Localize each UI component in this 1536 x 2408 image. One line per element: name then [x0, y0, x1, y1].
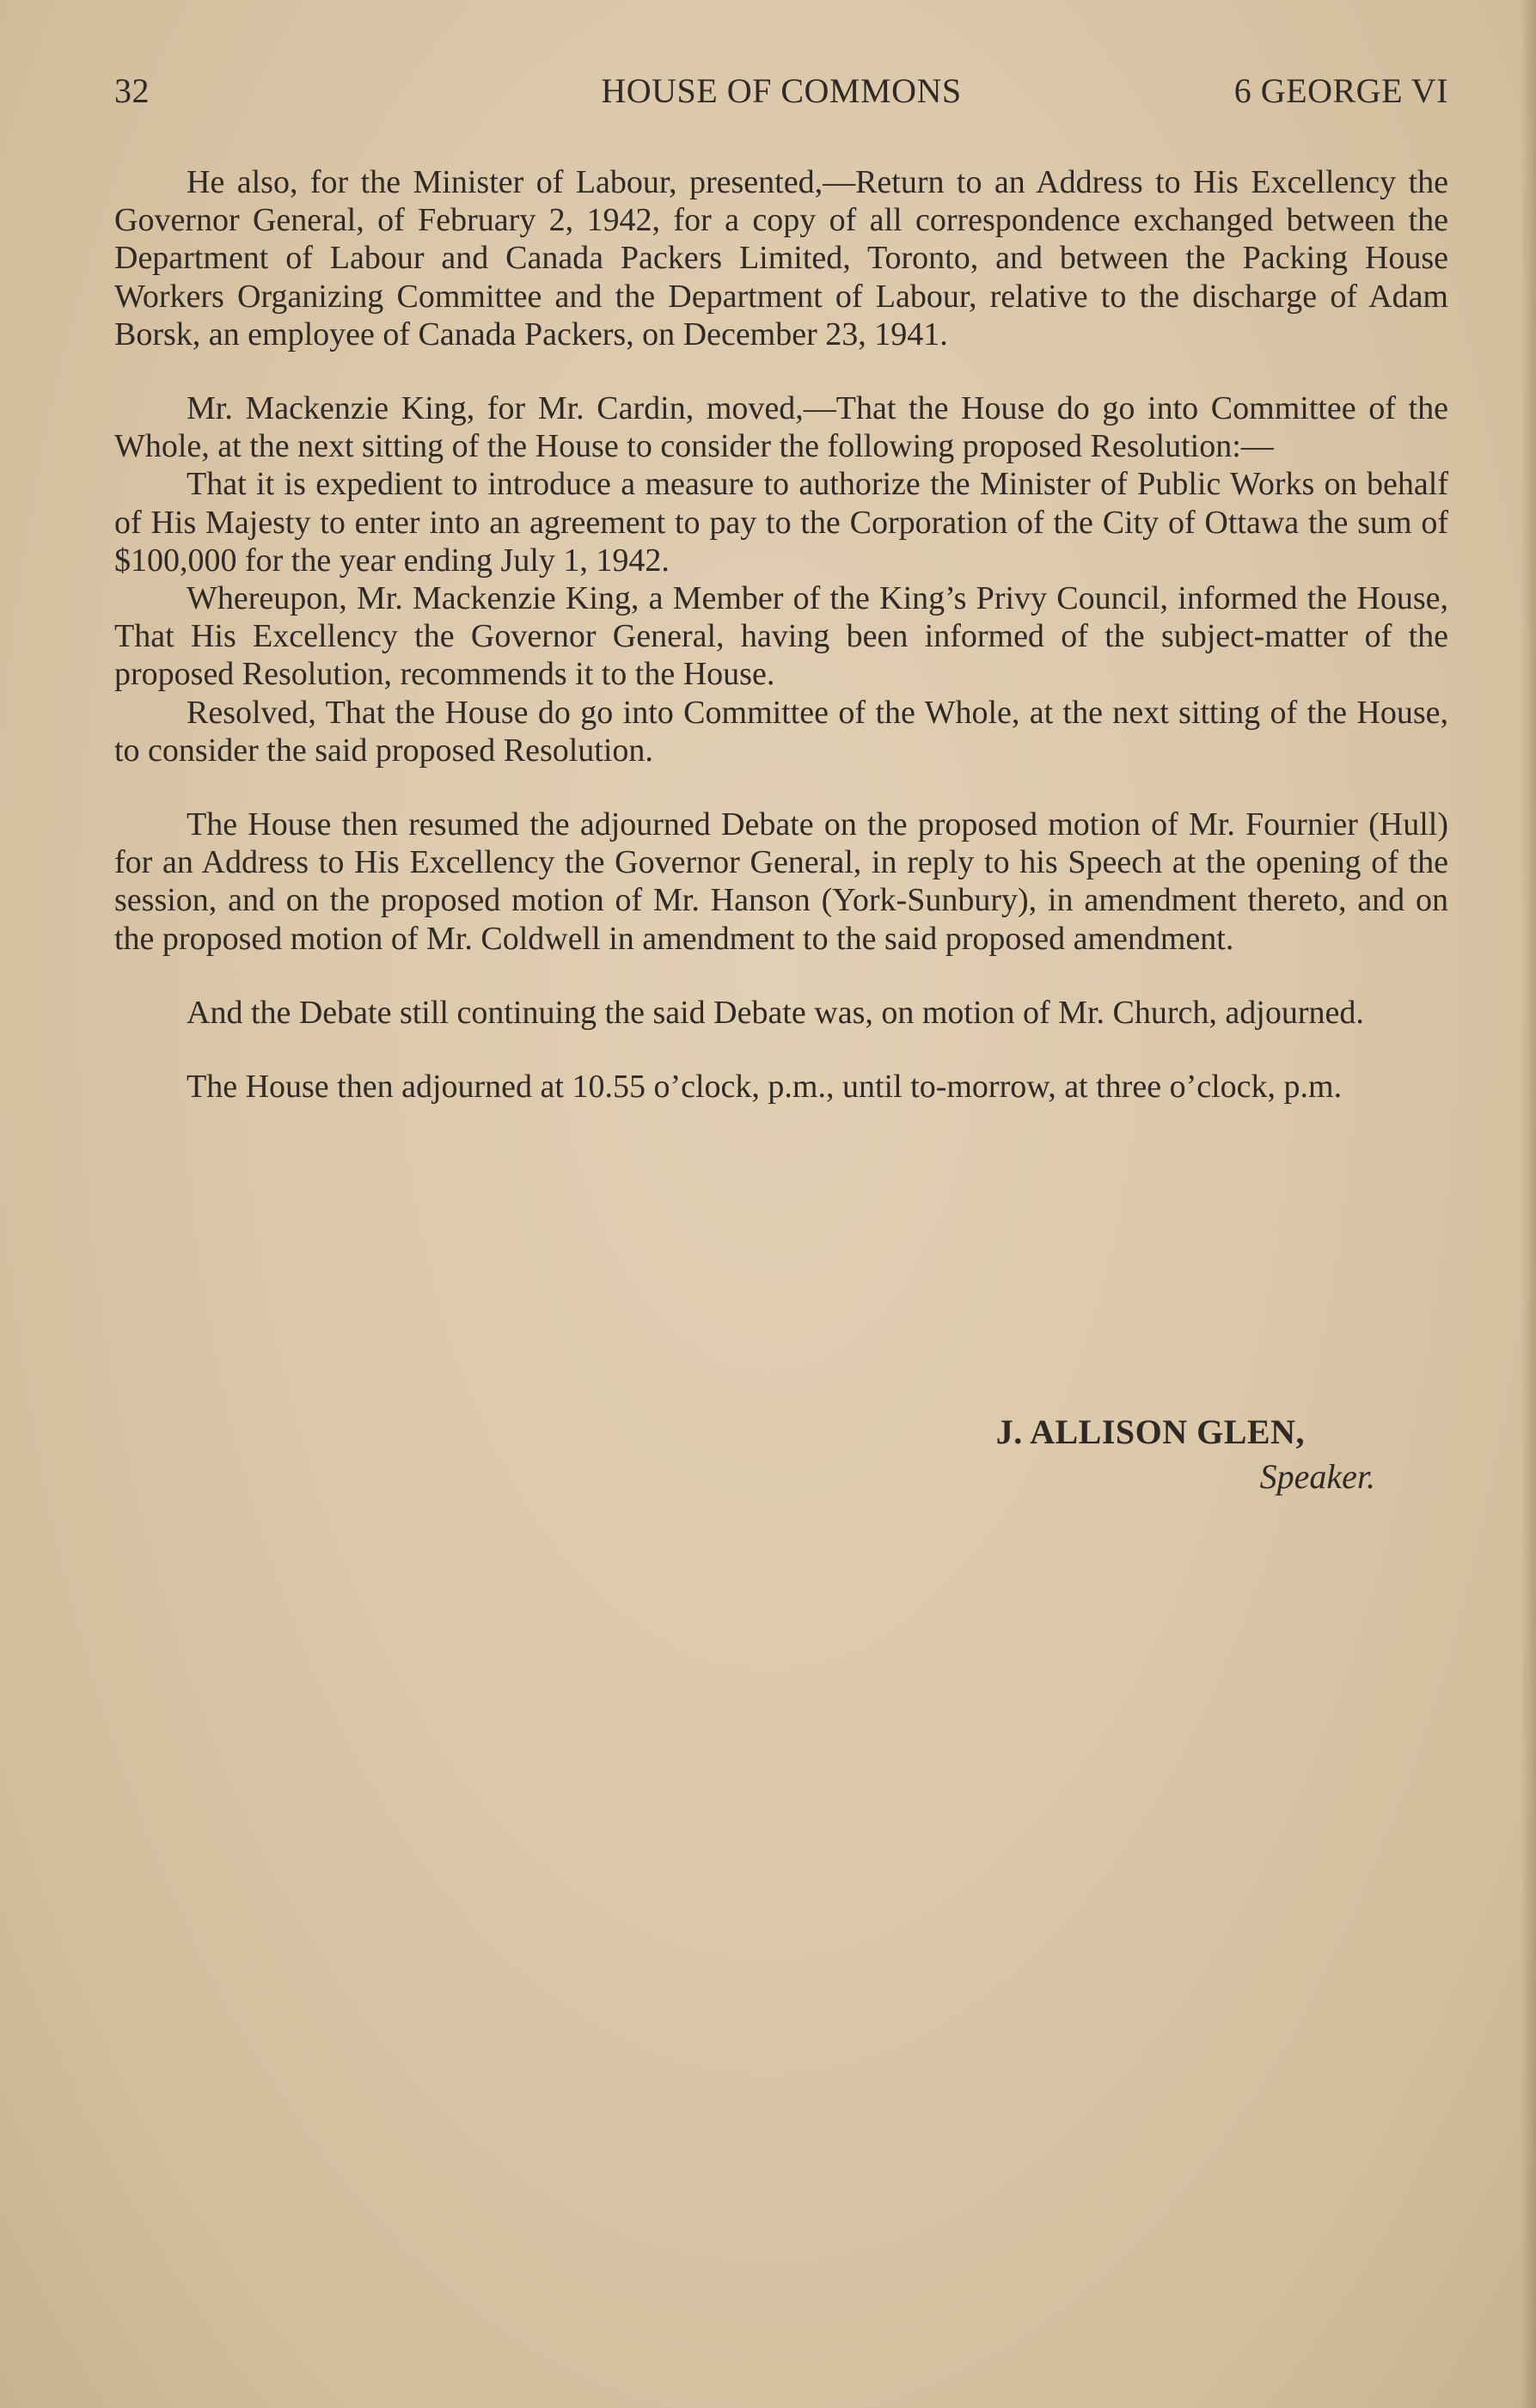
- regnal-year: 6 GEORGE VI: [1233, 71, 1448, 110]
- speaker-title: Speaker.: [1259, 1457, 1375, 1496]
- paragraph-motion: Mr. Mackenzie King, for Mr. Cardin, moved,—That the House do go into Committee of the Whole, at the next sitting of the House to consider the following proposed Resolution:—: [114, 390, 1448, 465]
- speaker-name: J. ALLISON GLEN,: [995, 1412, 1305, 1451]
- journal-body: [114, 163, 1448, 1106]
- paragraph-resolution-text: That it is expedient to introduce a measure to authorize the Minister of Public Works on behalf of His Majesty to enter into an agreement to pay to the Corporation of the City of Ottawa the sum of $100,000 for the year ending July 1, 1942.: [114, 466, 1448, 579]
- paragraph-resolved: Resolved, That the House do go into Committee of the Whole, at the next sitting of the House, to consider the said proposed Resolution.: [114, 694, 1448, 769]
- paragraph-labour-return: He also, for the Minister of Labour, presented,—Return to an Address to His Excellency the Governor General, of February 2, 1942, for a copy of all correspondence exchanged between the Department of Labour and Canada Packers Limited, Toronto, and between the Packing House Workers Organizing Committee and the Department of Labour, relative to the discharge of Adam Borsk, an employee of Canada Packers, on December 23, 1941.: [114, 164, 1448, 352]
- running-header: [114, 69, 1448, 113]
- signature-block: [860, 1410, 1375, 1499]
- page-number: 32: [114, 71, 150, 110]
- paragraph-debate-adjourned: And the Debate still continuing the said Debate was, on motion of Mr. Church, adjourned.: [187, 994, 1364, 1031]
- paragraph-debate-resumed: The House then resumed the adjourned Debate on the proposed motion of Mr. Fournier (Hull) for an Address to His Excellency the Governor General, in reply to his Speech at the opening of the session, and on the proposed motion of Mr. Hanson (York-Sunbury), in amendment thereto, and on the proposed motion of Mr. Coldwell in amendment to the said proposed amendment.: [114, 806, 1448, 957]
- paragraph-recommendation: Whereupon, Mr. Mackenzie King, a Member of the King’s Privy Council, informed the House, That His Excellency the Governor General, having been informed of the subject-matter of the proposed Resolution, recommends it to the House.: [114, 580, 1448, 693]
- page-edge-shadow: [1521, 0, 1536, 2408]
- running-title: HOUSE OF COMMONS: [601, 71, 962, 110]
- paragraph-house-adjourned: The House then adjourned at 10.55 o’clock, p.m., until to-morrow, at three o’clock, p.m.: [187, 1069, 1343, 1106]
